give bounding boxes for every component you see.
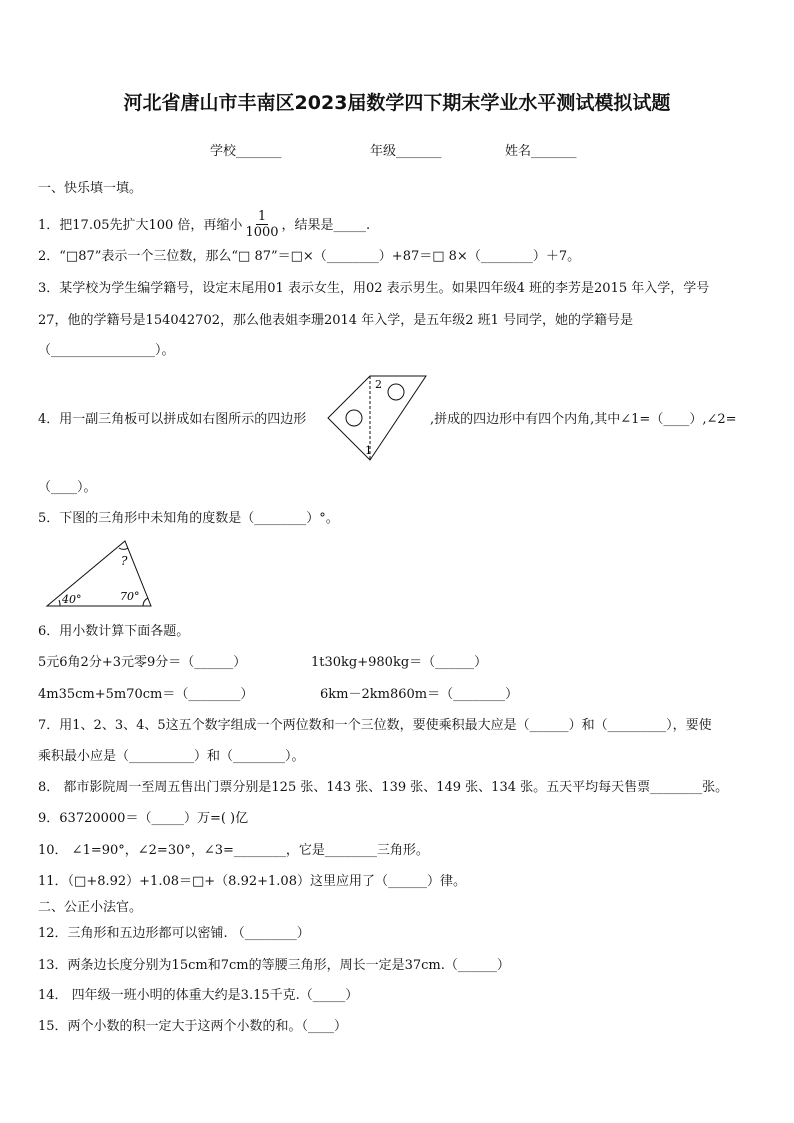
question-13: 13．两条边长度分别为15cm和7cm的等腰三角形，周长一定是37cm.（______） [38, 958, 510, 973]
question-6-c: 4m35cm+5m70cm＝（________） [38, 687, 254, 702]
question-7-line-2: 乘积最小应是（__________）和（________）。 [38, 749, 305, 764]
angle-label-2: 2 [375, 378, 382, 391]
question-14: 14． 四年级一班小明的体重大约是3.15千克.（_____） [38, 988, 359, 1003]
unknown-angle-label: ? [121, 554, 128, 568]
triangle-hole-right [388, 384, 404, 400]
question-6-b: 1t30kg+980kg＝（______） [311, 655, 488, 670]
question-4-pre: 4．用一副三角板可以拼成如右图所示的四边形 [38, 412, 307, 427]
section-heading-1: 一、快乐填一填。 [38, 181, 143, 196]
angle-label-1: 1 [365, 444, 372, 457]
school-field: 学校_______ [210, 144, 282, 159]
question-6: 6．用小数计算下面各题。 [38, 624, 190, 639]
angle-label-70: 70° [120, 590, 140, 603]
question-4-line-2: （____）。 [38, 480, 97, 495]
question-9: 9．63720000＝（_____）万=( )亿 [38, 811, 249, 826]
angle-arc-left [59, 600, 60, 606]
question-8: 8． 都市影院周一至周五售出门票分别是125 张、143 张、139 张、149 张、134 张。五天平均每天售票________张。 [38, 780, 729, 795]
triangle-hole-left [346, 410, 362, 426]
question-3-line-3: （________________）。 [38, 343, 175, 358]
question-4-post: ,拼成的四边形中有四个内角,其中∠1=（____）,∠2= [430, 412, 737, 427]
triangle-figure [44, 538, 156, 610]
angle-label-40: 40° [62, 593, 82, 606]
question-1 [38, 210, 370, 241]
grade-field: 年级_______ [370, 144, 442, 159]
question-10: 10． ∠1=90°，∠2=30°，∠3=________，它是________三角形。 [38, 843, 429, 858]
question-12: 12．三角形和五边形都可以密铺. （________） [38, 926, 310, 941]
question-5: 5．下图的三角形中未知角的度数是（________）°。 [38, 511, 339, 526]
fraction-numerator: 1 [257, 209, 267, 224]
question-7-line-1: 7．用1、2、3、4、5这五个数字组成一个两位数和一个三位数，要使乘积最大应是（______）和（_________），要使 [38, 718, 712, 733]
question-1-pre: 1．把17.05先扩大100 倍，再缩小 [38, 218, 243, 233]
quadrilateral-figure [326, 374, 430, 464]
section-heading-2: 二、公正小法官。 [38, 900, 143, 915]
question-3-line-2: 27，他的学籍号是154042702，那么他表姐李珊2014 年入学，是五年级2 班1 号同学，她的学籍号是 [38, 313, 634, 328]
question-15: 15．两个小数的积一定大于这两个小数的和。（____） [38, 1019, 348, 1034]
question-6-a: 5元6角2分+3元零9分＝（______） [38, 655, 247, 670]
fraction [244, 209, 279, 240]
angle-arc-top [119, 548, 128, 549]
question-6-d: 6km－2km860m＝（________） [320, 687, 519, 702]
question-1-post: ，结果是_____. [281, 218, 371, 233]
name-field: 姓名_______ [505, 144, 577, 159]
question-11: 11．（□+8.92）+1.08＝□+（8.92+1.08）这里应用了（______）律。 [38, 874, 466, 889]
page-title: 河北省唐山市丰南区2023届数学四下期末学业水平测试模拟试题 [123, 92, 671, 114]
question-2: 2．“□87”表示一个三位数，那么“□ 87”＝□×（________）+87＝□ 8×（________）＋7。 [38, 249, 581, 264]
angle-arc-right [143, 598, 148, 606]
fraction-denominator: 1000 [245, 225, 279, 240]
question-3-line-1: 3．某学校为学生编学籍号，设定末尾用01 表示女生，用02 表示男生。如果四年级4 班的李芳是2015 年入学，学号 [38, 281, 710, 296]
